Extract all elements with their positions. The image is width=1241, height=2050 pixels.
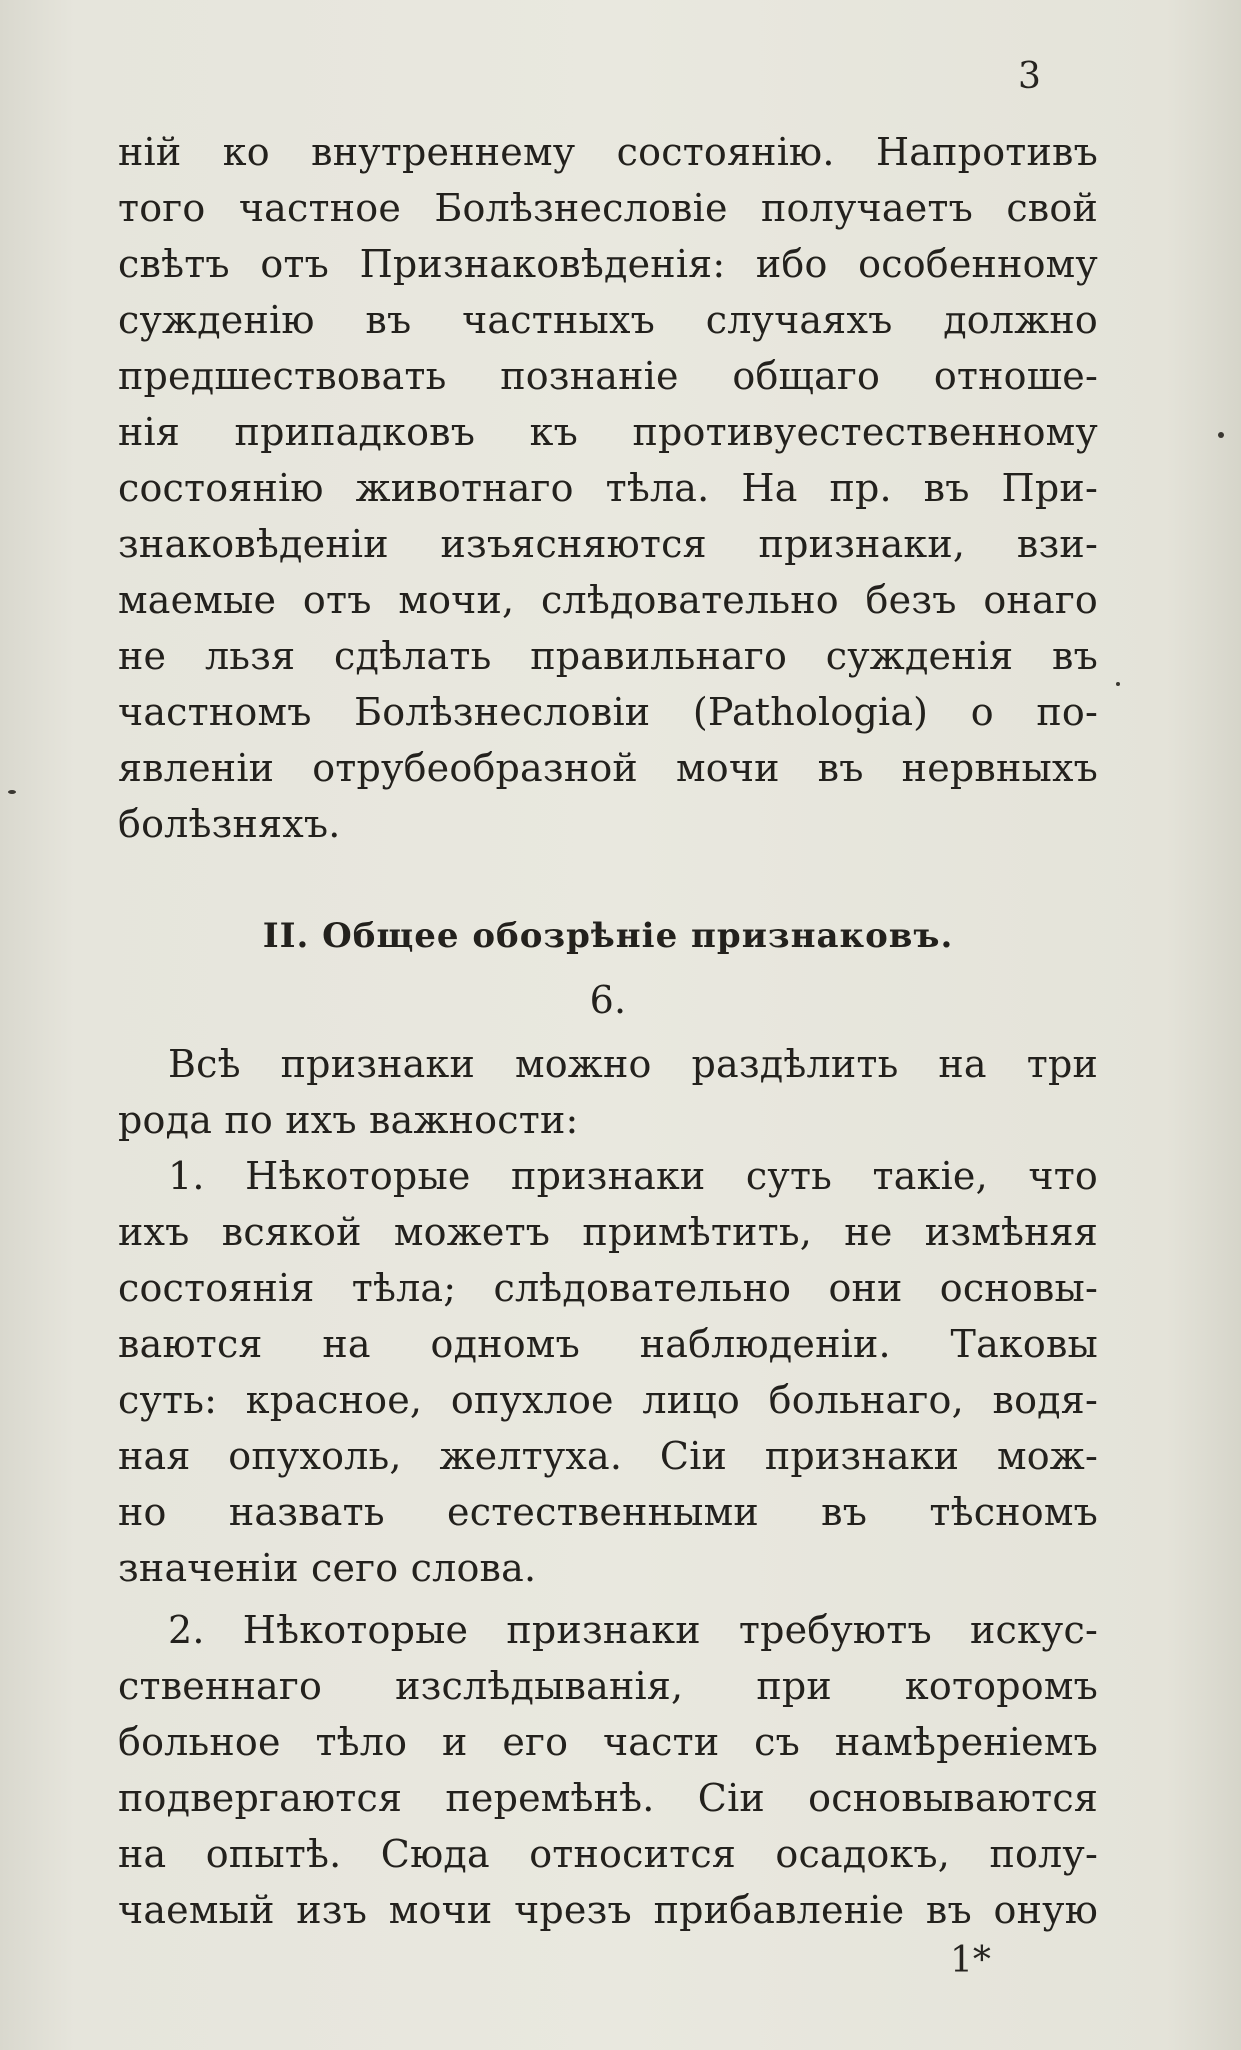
text-line: ихъ всякой можетъ примѣтить, не измѣняя [118,1210,1098,1254]
text-line: предшествовать познанiе общаго отноше- [118,354,1098,398]
text-line: знаковѣденiи изъясняются признаки, взи- [118,522,1098,566]
text-line: ная опухоль, желтуха. Сiи признаки мож- [118,1434,1098,1478]
paper-speck [8,790,16,794]
text-line: на опытѣ. Сюда относится осадокъ, полу- [118,1832,1098,1876]
text-line: значенiи сего слова. [118,1546,537,1590]
paper-speck [1116,682,1120,686]
text-line: суть: красное, опухлое лицо больнаго, водя- [118,1378,1098,1422]
text-line: явленiи отрубеобразной мочи въ нервныхъ [118,746,1098,790]
text-line: подвергаются перемѣнѣ. Сiи основываются [118,1776,1098,1820]
text-line: 1. Нѣкоторые признаки суть такiе, что [168,1154,1098,1198]
signature-mark: 1* [950,1940,991,1981]
section-heading: II. Общее обозрѣнiе признаковъ. [262,916,954,956]
text-line: Всѣ признаки можно раздѣлить на три [168,1042,1098,1086]
text-line: сужденiю въ частныхъ случаяхъ должно [118,298,1098,342]
paper-speck [1218,432,1224,438]
text-line: свѣтъ отъ Признаковѣденiя: ибо особенному [118,242,1098,286]
text-line: нiй ко внутреннему состоянiю. Напротивъ [118,130,1098,174]
text-line: нiя припадковъ къ противуестественному [118,410,1098,454]
text-line: состоянiю животнаго тѣла. На пр. въ При- [118,466,1098,510]
text-line: болѣзняхъ. [118,802,341,846]
text-line: ственнаго изслѣдыванiя, при которомъ [118,1664,1098,1708]
text-line: не льзя сдѣлать правильнаго сужденiя въ [118,634,1098,678]
text-line: рода по ихъ важности: [118,1098,579,1142]
text-line: частномъ Болѣзнесловiи (Pathologia) о по- [118,690,1098,734]
page-number: 3 [1018,56,1041,97]
text-line: состоянiя тѣла; слѣдовательно они основы- [118,1266,1098,1310]
text-line: больное тѣло и его части съ намѣренiемъ [118,1720,1098,1764]
section-number: 6. [589,978,627,1022]
text-line: ваются на одномъ наблюденiи. Таковы [118,1322,1098,1366]
text-line: но назвать естественными въ тѣсномъ [118,1490,1098,1534]
text-line: маемые отъ мочи, слѣдовательно безъ онаго [118,578,1098,622]
text-line: 2. Нѣкоторые признаки требуютъ искус- [168,1608,1098,1652]
text-line: чаемый изъ мочи чрезъ прибавленiе въ оную [118,1888,1098,1932]
text-line: того частное Болѣзнесловiе получаетъ свой [118,186,1098,230]
